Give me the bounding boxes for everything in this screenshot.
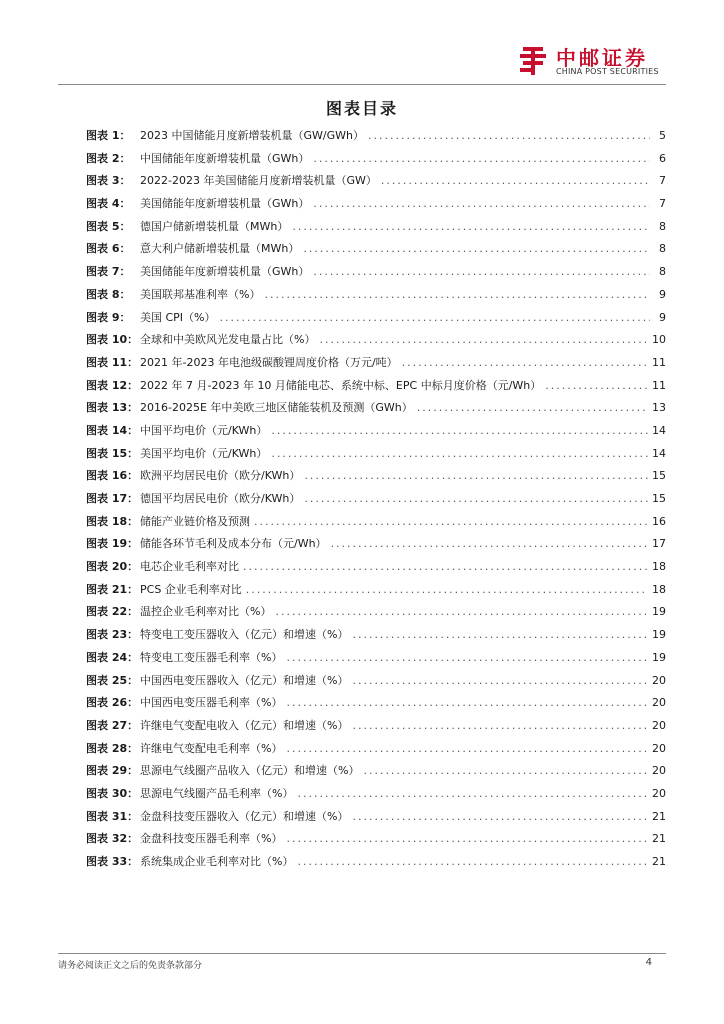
toc-entry-page: 15 [652, 492, 666, 505]
toc-dot-leader [254, 515, 648, 528]
toc-entry[interactable] [86, 195, 666, 218]
toc-entry[interactable] [86, 490, 666, 513]
header-divider [58, 84, 666, 85]
toc-entry-page: 20 [652, 741, 666, 755]
brand-name-cn: 中邮证券 [556, 46, 648, 70]
toc-entry[interactable] [86, 853, 666, 876]
toc-entry-page: 15 [652, 469, 666, 483]
toc-dot-leader [292, 220, 650, 233]
toc-entry-page: 20 [652, 673, 666, 687]
toc-dot-leader [313, 152, 650, 165]
toc-entry[interactable] [86, 263, 666, 286]
toc-entry-title: 许继电气变配电收入（亿元）和增速（%） [140, 718, 349, 732]
toc-dot-leader [417, 401, 648, 414]
toc-entry[interactable] [86, 808, 666, 831]
toc-entry[interactable] [86, 694, 666, 717]
toc-entry[interactable] [86, 830, 666, 853]
toc-entry[interactable] [86, 467, 666, 490]
toc-entry-title: 美国平均电价（元/KWh） [140, 446, 268, 460]
toc-entry-title: 2022 年 7 月-2023 年 10 月储能电芯、系统中标、EPC 中标月度价格（元/Wh） [140, 378, 542, 392]
toc-entry-page: 18 [652, 582, 666, 596]
toc-entry-page: 19 [652, 650, 666, 664]
toc-entry-label: 图表 17： [86, 492, 139, 505]
toc-entry-label: 图表 11： [86, 355, 139, 369]
toc-entry[interactable] [86, 717, 666, 740]
toc-entry-label: 图表 12： [86, 378, 139, 392]
toc-entry-title: 美国储能年度新增装机量（GWh） [140, 265, 310, 279]
toc-entry-label: 图表 19： [86, 537, 139, 551]
toc-entry-page: 7 [659, 174, 666, 188]
toc-title: 图表目录 [325, 99, 398, 118]
toc-entry-page: 20 [652, 786, 666, 800]
toc-entry-label: 图表 33： [86, 855, 139, 868]
toc-entry-label: 图表 5： [86, 219, 131, 233]
toc-entry-label: 图表 16： [86, 469, 139, 483]
toc-entry[interactable] [86, 445, 666, 468]
toc-entry-label: 图表 15： [86, 446, 139, 460]
toc-entry-title: 中国西电变压器毛利率（%） [140, 696, 283, 710]
brand-logo [516, 44, 666, 82]
toc-entry-label: 图表 30： [86, 786, 139, 800]
toc-entry[interactable] [86, 672, 666, 695]
toc-entry-label: 图表 9： [86, 310, 131, 324]
toc-dot-leader [286, 651, 648, 664]
toc-dot-leader [352, 628, 648, 641]
toc-entry[interactable] [86, 399, 666, 422]
toc-entry-page: 20 [652, 718, 666, 732]
toc-entry-title: 美国 CPI（%） [140, 310, 216, 324]
toc-dot-leader [246, 583, 648, 596]
footer-divider [58, 953, 666, 954]
toc-entry-page: 17 [652, 537, 666, 551]
toc-entry-title: 储能各环节毛利及成本分布（元/Wh） [140, 537, 327, 551]
toc-entry-page: 19 [652, 605, 666, 619]
toc-entry[interactable] [86, 762, 666, 785]
toc-entry-page: 9 [659, 287, 666, 301]
toc-entry-title: 系统集成企业毛利率对比（%） [140, 855, 294, 868]
toc-entry-title: 金盘科技变压器收入（亿元）和增速（%） [140, 809, 349, 823]
page-number: 4 [645, 957, 652, 968]
toc-dot-leader [275, 605, 648, 618]
toc-entry-title: 中国储能年度新增装机量（GWh） [140, 151, 310, 165]
toc-entry-title: 特变电工变压器收入（亿元）和增速（%） [140, 628, 349, 642]
toc-entry-page: 21 [652, 832, 666, 846]
toc-entry[interactable] [86, 331, 666, 354]
toc-entry-label: 图表 14： [86, 423, 139, 437]
toc-entry-page: 19 [652, 628, 666, 642]
toc-dot-leader [352, 719, 648, 732]
toc-entry-label: 图表 20： [86, 560, 139, 574]
toc-entry-label: 图表 31： [86, 809, 139, 823]
toc-dot-leader [303, 242, 650, 255]
toc-entry-page: 14 [652, 423, 666, 437]
toc-dot-leader [545, 379, 648, 392]
toc-entry-page: 20 [652, 764, 666, 778]
toc-dot-leader [271, 447, 648, 460]
toc-entry-title: 欧洲平均居民电价（欧分/KWh） [140, 469, 301, 483]
toc-entry-label: 图表 13： [86, 401, 139, 415]
toc-entry-page: 21 [652, 809, 666, 823]
toc-entry[interactable] [86, 535, 666, 558]
toc-entry-page: 13 [652, 401, 666, 415]
toc-entry[interactable] [86, 581, 666, 604]
toc-dot-leader [381, 174, 650, 187]
toc-entry-label: 图表 28： [86, 741, 139, 755]
toc-entry-title: PCS 企业毛利率对比 [140, 582, 242, 596]
toc-dot-leader [286, 832, 648, 845]
toc-dot-leader [243, 560, 648, 573]
toc-entry-title: 思源电气线圈产品毛利率（%） [140, 786, 294, 800]
toc-entry-title: 中国西电变压器收入（亿元）和增速（%） [140, 673, 349, 687]
toc-entry-page: 20 [652, 696, 666, 710]
table-of-figures [86, 127, 666, 876]
toc-entry-page: 11 [652, 378, 666, 392]
toc-entry[interactable] [86, 740, 666, 763]
toc-entry[interactable] [86, 626, 666, 649]
toc-dot-leader [352, 810, 648, 823]
toc-entry[interactable] [86, 603, 666, 626]
toc-entry[interactable] [86, 377, 666, 400]
toc-entry-title: 2023 中国储能月度新增装机量（GW/GWh） [140, 129, 364, 142]
toc-dot-leader [363, 764, 648, 777]
toc-entry-label: 图表 1： [86, 129, 131, 142]
toc-dot-leader [331, 537, 648, 550]
toc-entry[interactable] [86, 218, 666, 241]
toc-entry-title: 意大利户储新增装机量（MWh） [140, 242, 300, 256]
toc-entry[interactable] [86, 172, 666, 195]
toc-entry-title: 2022-2023 年美国储能月度新增装机量（GW） [140, 174, 377, 188]
toc-entry[interactable] [86, 558, 666, 581]
toc-entry-title: 美国储能年度新增装机量（GWh） [140, 197, 310, 211]
toc-dot-leader [313, 197, 650, 210]
toc-entry-title: 全球和中美欧风光发电量占比（%） [140, 333, 316, 347]
toc-dot-leader [271, 424, 648, 437]
china-post-logo-icon [516, 44, 550, 78]
toc-entry-label: 图表 6： [86, 242, 131, 256]
toc-entry-label: 图表 24： [86, 650, 139, 664]
toc-entry-page: 8 [659, 265, 666, 279]
toc-entry-page: 10 [652, 333, 666, 347]
toc-entry[interactable] [86, 422, 666, 445]
toc-entry-label: 图表 25： [86, 673, 139, 687]
toc-entry-label: 图表 26： [86, 696, 139, 710]
toc-entry[interactable] [86, 785, 666, 808]
toc-entry-title: 金盘科技变压器毛利率（%） [140, 832, 283, 846]
toc-entry-label: 图表 27： [86, 718, 139, 732]
toc-entry-label: 图表 7： [86, 265, 131, 279]
toc-entry-label: 图表 3： [86, 174, 131, 188]
footer-disclaimer: 请务必阅读正文之后的免责条款部分 [58, 961, 203, 971]
toc-entry-label: 图表 21： [86, 582, 139, 596]
toc-entry-label: 图表 18： [86, 514, 139, 528]
toc-dot-leader [286, 742, 648, 755]
toc-entry-label: 图表 22： [86, 605, 139, 619]
toc-entry-page: 21 [652, 855, 666, 868]
toc-dot-leader [297, 855, 648, 868]
toc-dot-leader [352, 674, 648, 687]
toc-entry-title: 中国平均电价（元/KWh） [140, 423, 268, 437]
toc-entry-page: 11 [652, 355, 666, 369]
toc-dot-leader [304, 469, 648, 482]
toc-entry-title: 美国联邦基准利率（%） [140, 287, 261, 301]
toc-entry-page: 6 [659, 151, 666, 165]
toc-dot-leader [368, 129, 650, 142]
toc-entry-label: 图表 23： [86, 628, 139, 642]
toc-entry-title: 德国户储新增装机量（MWh） [140, 219, 289, 233]
toc-entry-label: 图表 8： [86, 287, 131, 301]
toc-entry-page: 14 [652, 446, 666, 460]
toc-entry-title: 特变电工变压器毛利率（%） [140, 650, 283, 664]
toc-entry-page: 5 [659, 129, 666, 142]
toc-entry-page: 16 [652, 514, 666, 528]
brand-name-en: CHINA POST SECURITIES [556, 67, 659, 76]
toc-entry-title: 德国平均居民电价（欧分/KWh） [140, 492, 301, 505]
toc-entry[interactable] [86, 150, 666, 173]
toc-entry-page: 18 [652, 560, 666, 574]
toc-dot-leader [286, 696, 648, 709]
toc-entry-label: 图表 32： [86, 832, 139, 846]
toc-entry[interactable] [86, 127, 666, 150]
toc-entry-page: 9 [659, 310, 666, 324]
toc-dot-leader [304, 492, 648, 505]
toc-entry[interactable] [86, 354, 666, 377]
toc-dot-leader [319, 333, 648, 346]
toc-entry-label: 图表 2： [86, 151, 131, 165]
toc-entry-title: 温控企业毛利率对比（%） [140, 605, 272, 619]
page-header [0, 0, 724, 90]
toc-entry[interactable] [86, 286, 666, 309]
toc-entry-title: 电芯企业毛利率对比 [140, 560, 239, 574]
toc-entry-label: 图表 10： [86, 333, 139, 347]
toc-entry-page: 8 [659, 242, 666, 256]
toc-dot-leader [313, 265, 650, 278]
toc-entry[interactable] [86, 649, 666, 672]
toc-dot-leader [264, 288, 650, 301]
toc-entry-label: 图表 29： [86, 764, 139, 778]
toc-entry-label: 图表 4： [86, 197, 131, 211]
toc-entry[interactable] [86, 240, 666, 263]
toc-entry-title: 许继电气变配电毛利率（%） [140, 741, 283, 755]
toc-entry-title: 2016-2025E 年中美欧三地区储能装机及预测（GWh） [140, 401, 413, 415]
toc-entry-page: 8 [659, 219, 666, 233]
toc-entry-title: 2021 年-2023 年电池级碳酸锂周度价格（万元/吨） [140, 355, 398, 369]
toc-dot-leader [297, 787, 648, 800]
toc-entry[interactable] [86, 513, 666, 536]
toc-entry[interactable] [86, 309, 666, 332]
toc-entry-title: 储能产业链价格及预测 [140, 514, 250, 528]
toc-entry-title: 思源电气线圈产品收入（亿元）和增速（%） [140, 764, 360, 778]
toc-entry-page: 7 [659, 197, 666, 211]
toc-dot-leader [402, 356, 648, 369]
toc-dot-leader [220, 311, 650, 324]
